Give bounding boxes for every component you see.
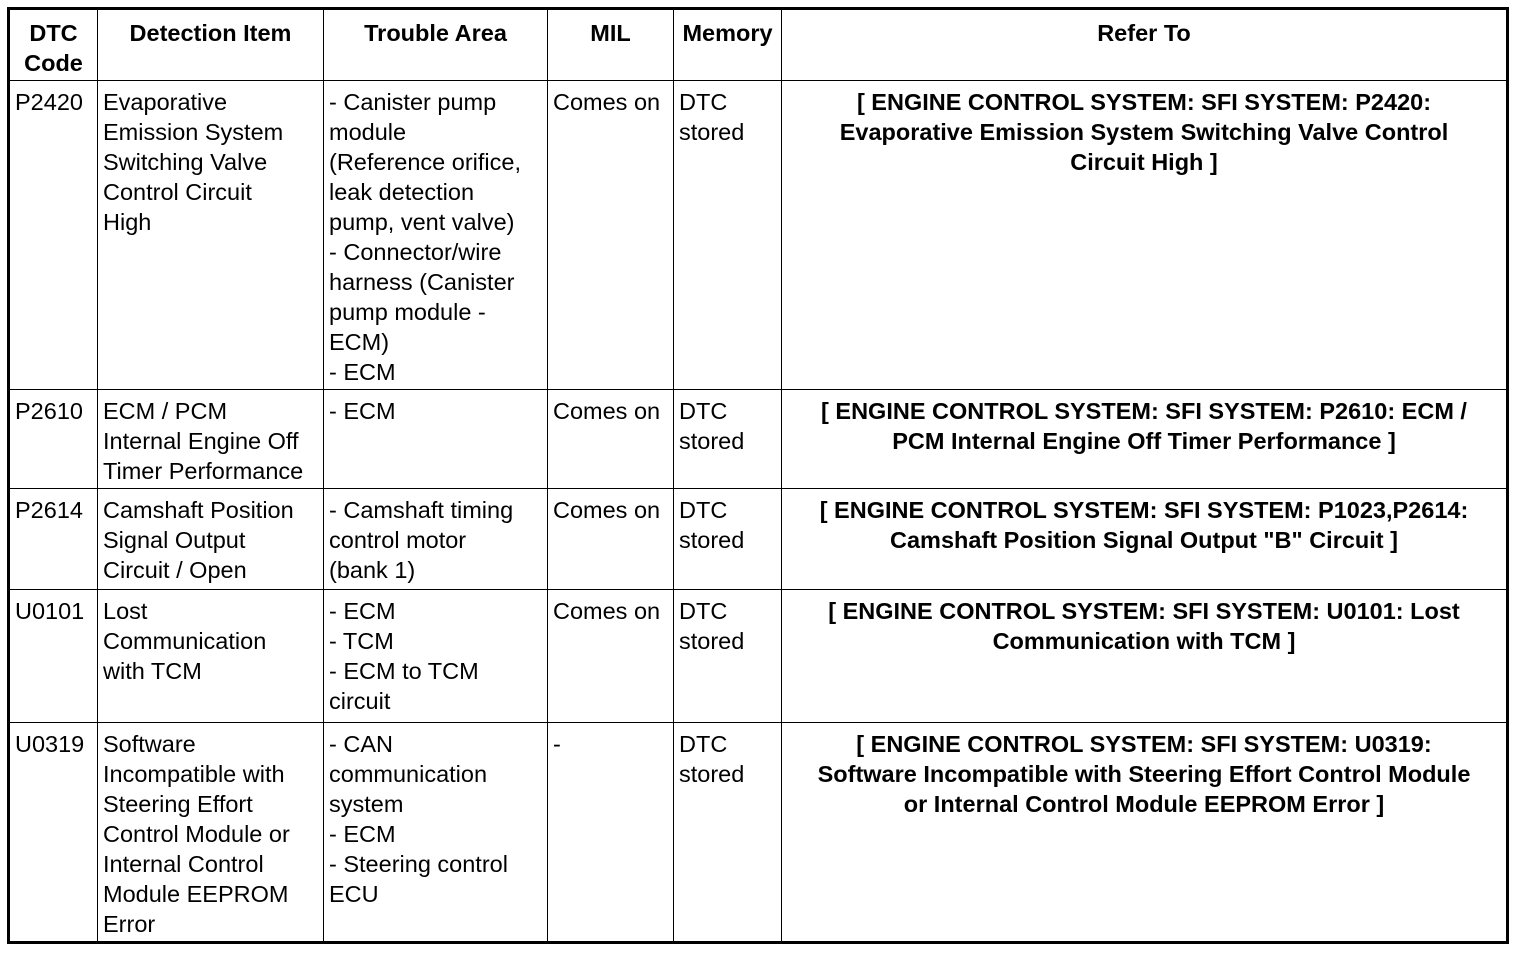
cell-memory: DTC stored [674, 723, 782, 943]
cell-mil: Comes on [548, 489, 674, 590]
cell-mil: Comes on [548, 81, 674, 390]
header-dtc-code: DTC Code [9, 9, 98, 81]
dtc-table-container [7, 7, 1506, 944]
cell-detection-item: Software Incompatible with Steering Effort Control Module or Internal Control Module EEPROM Error [98, 723, 324, 943]
dtc-table [7, 7, 1509, 944]
cell-memory: DTC stored [674, 590, 782, 723]
header-mil: MIL [548, 9, 674, 81]
cell-detection-item: Lost Communication with TCM [98, 590, 324, 723]
cell-memory: DTC stored [674, 390, 782, 489]
cell-detection-item: Camshaft Position Signal Output Circuit / Open [98, 489, 324, 590]
cell-trouble-area: - ECM [324, 390, 548, 489]
cell-trouble-area: - CAN communication system - ECM - Steering control ECU [324, 723, 548, 943]
cell-refer-to-link[interactable]: [ ENGINE CONTROL SYSTEM: SFI SYSTEM: P1023,P2614: Camshaft Position Signal Output "B" Circuit ] [782, 489, 1508, 590]
table-header-row [9, 9, 1508, 81]
cell-memory: DTC stored [674, 489, 782, 590]
table-row [9, 590, 1508, 723]
table-row [9, 723, 1508, 943]
header-refer-to: Refer To [782, 9, 1508, 81]
table-row [9, 390, 1508, 489]
cell-trouble-area: - Canister pump module (Reference orifice, leak detection pump, vent valve) - Connector/wire harness (Canister pump module - ECM) - ECM [324, 81, 548, 390]
header-trouble-area: Trouble Area [324, 9, 548, 81]
header-memory: Memory [674, 9, 782, 81]
cell-refer-to-link[interactable]: [ ENGINE CONTROL SYSTEM: SFI SYSTEM: U0319: Software Incompatible with Steering Effort Control Module or Internal Control Module EEPROM Error ] [782, 723, 1508, 943]
cell-refer-to-link[interactable]: [ ENGINE CONTROL SYSTEM: SFI SYSTEM: U0101: Lost Communication with TCM ] [782, 590, 1508, 723]
cell-mil: - [548, 723, 674, 943]
cell-refer-to-link[interactable]: [ ENGINE CONTROL SYSTEM: SFI SYSTEM: P2420: Evaporative Emission System Switching Valve Control Circuit High ] [782, 81, 1508, 390]
cell-dtc-code: P2610 [9, 390, 98, 489]
table-row [9, 81, 1508, 390]
cell-dtc-code: U0101 [9, 590, 98, 723]
cell-dtc-code: P2614 [9, 489, 98, 590]
cell-detection-item: ECM / PCM Internal Engine Off Timer Performance [98, 390, 324, 489]
cell-memory: DTC stored [674, 81, 782, 390]
cell-refer-to-link[interactable]: [ ENGINE CONTROL SYSTEM: SFI SYSTEM: P2610: ECM / PCM Internal Engine Off Timer Performance ] [782, 390, 1508, 489]
header-detection-item: Detection Item [98, 9, 324, 81]
cell-detection-item: Evaporative Emission System Switching Valve Control Circuit High [98, 81, 324, 390]
cell-dtc-code: U0319 [9, 723, 98, 943]
cell-dtc-code: P2420 [9, 81, 98, 390]
cell-trouble-area: - ECM - TCM - ECM to TCM circuit [324, 590, 548, 723]
cell-trouble-area: - Camshaft timing control motor (bank 1) [324, 489, 548, 590]
table-row [9, 489, 1508, 590]
cell-mil: Comes on [548, 390, 674, 489]
cell-mil: Comes on [548, 590, 674, 723]
